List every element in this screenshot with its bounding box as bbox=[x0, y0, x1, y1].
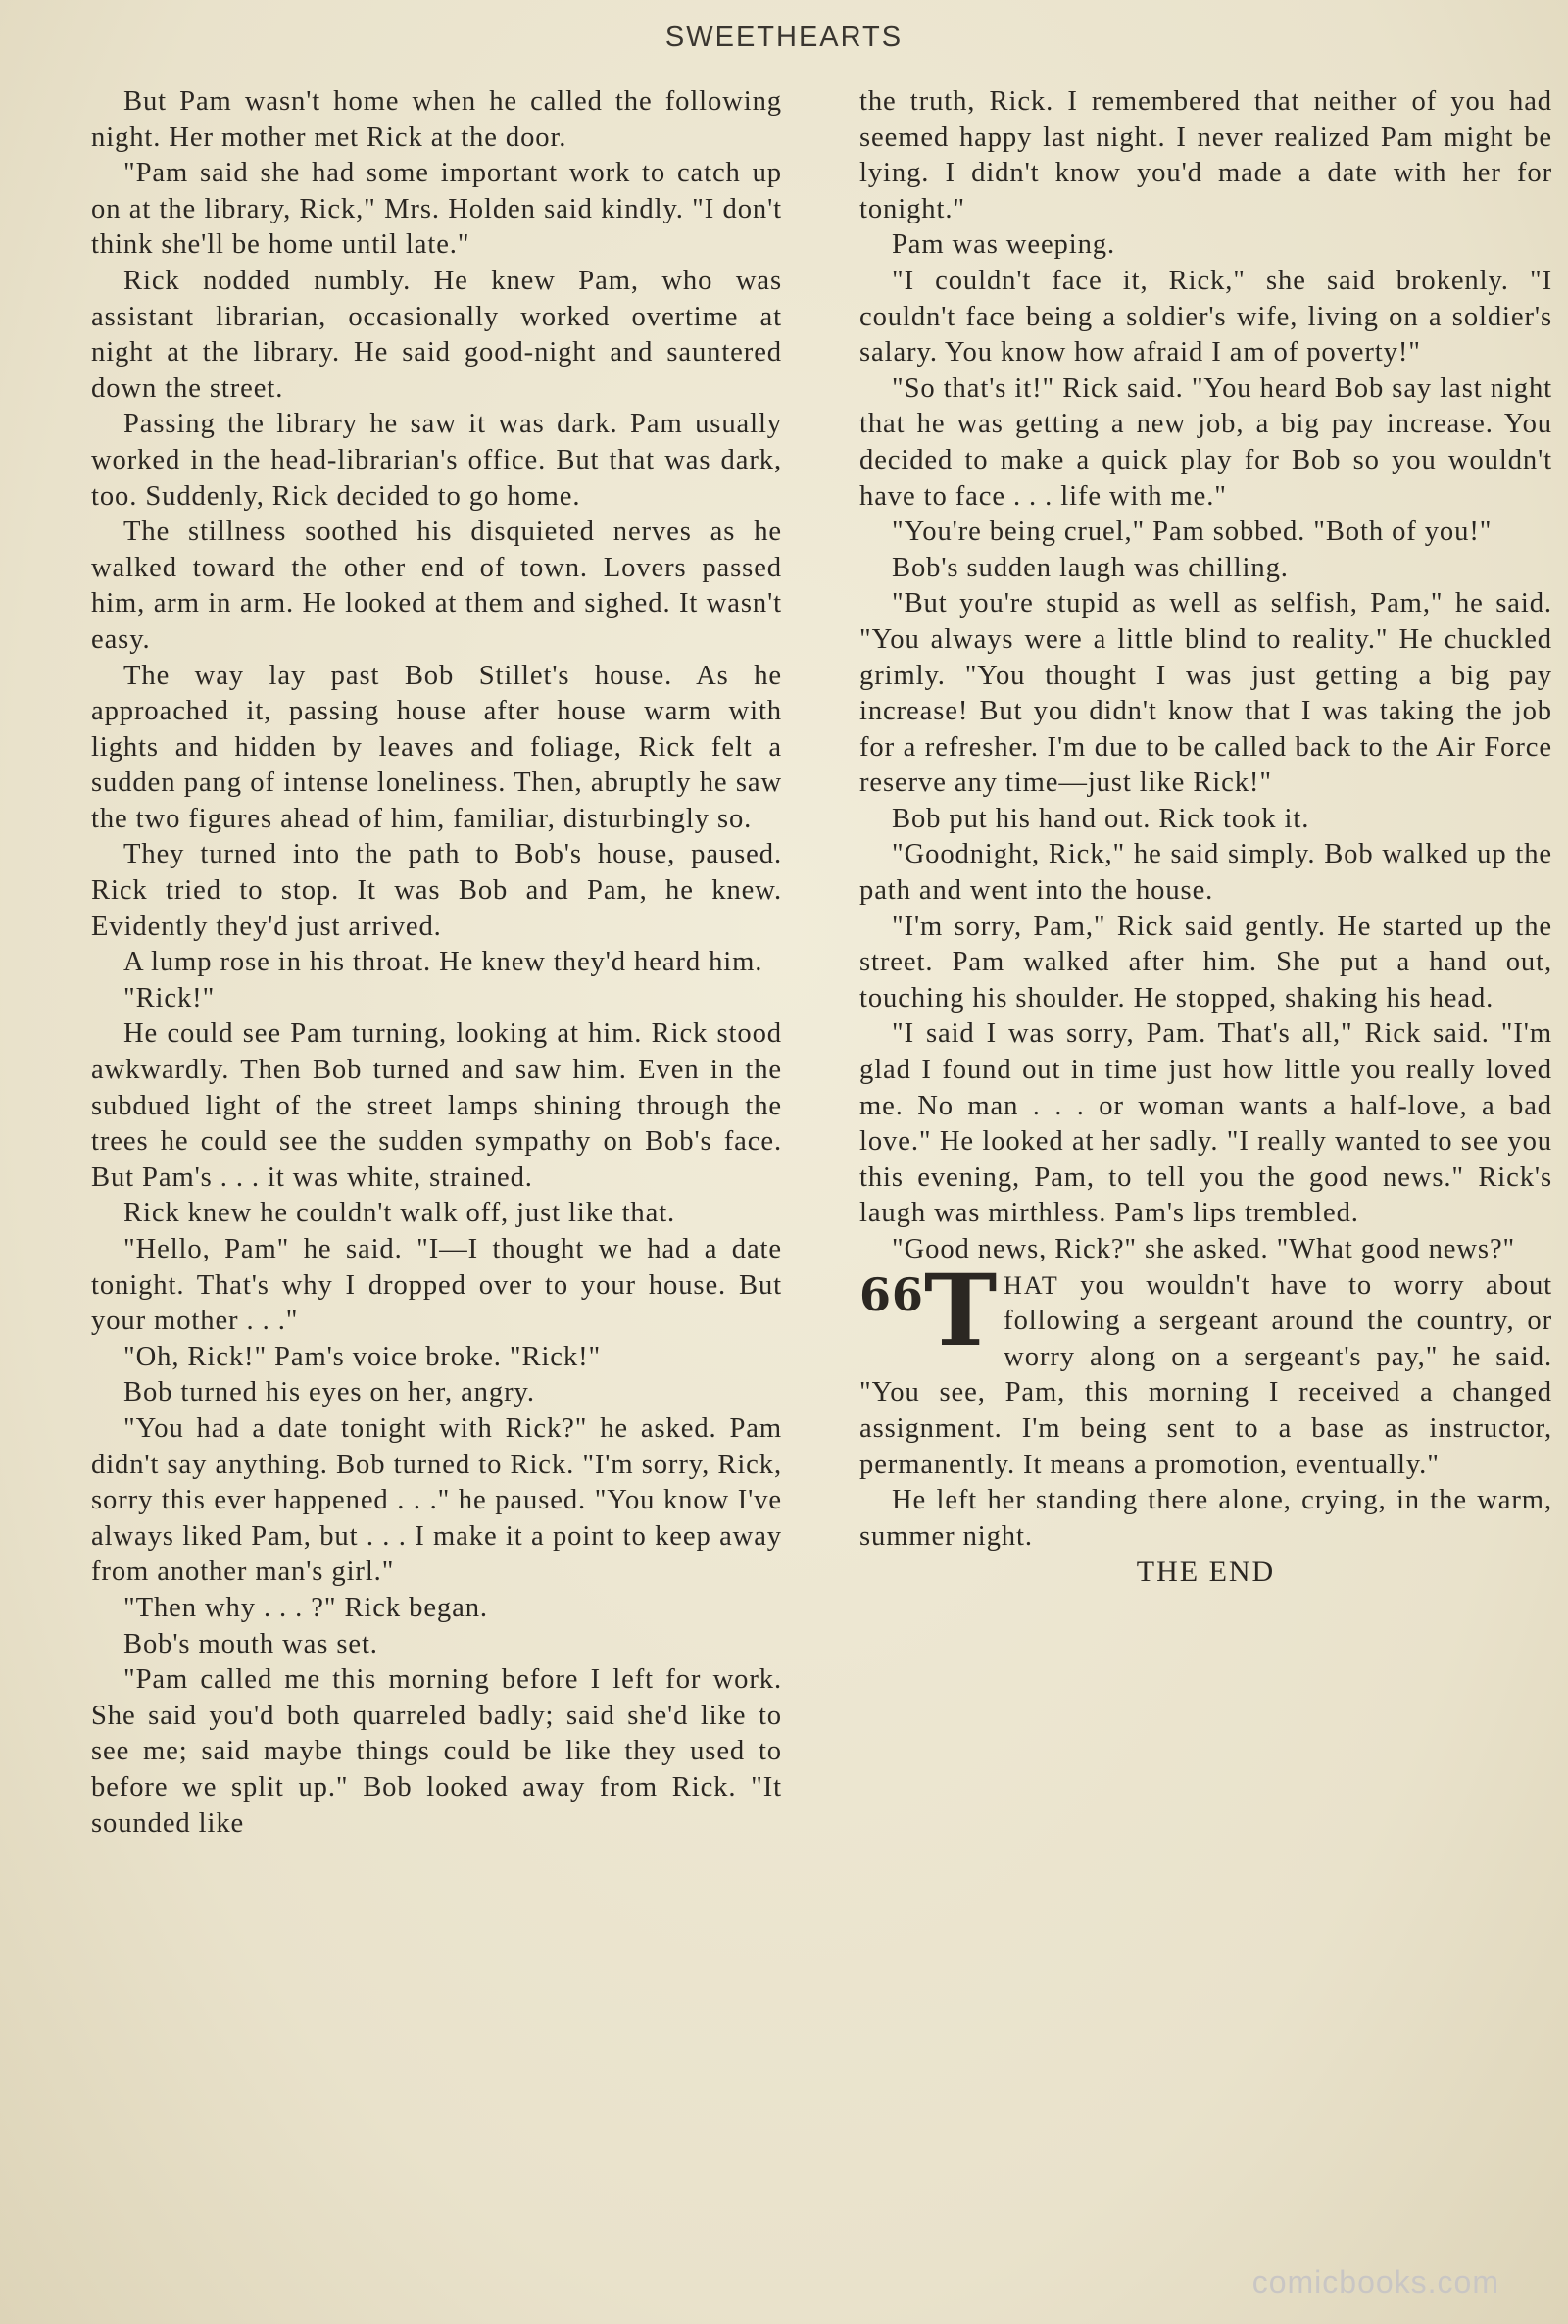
paragraph: "Rick!" bbox=[123, 982, 216, 1014]
the-end-label: THE END bbox=[1136, 1556, 1276, 1589]
paragraph: Bob put his hand out. Rick took it. bbox=[892, 803, 1310, 834]
paragraph: "I said I was sorry, Pam. That's all," Rick said. "I'm glad I found out in time just how little you really loved me. No man . . . or woman wants a half-love, a bad love." He looked at her sadly. "I really wanted to see you this evening, Pam, to tell you the good news." Rick's laugh was mirthless. Pam's lips trembled. bbox=[859, 1018, 1552, 1229]
drop-cap bbox=[859, 1252, 999, 1368]
paragraph: The way lay past Bob Stillet's house. As he approached it, passing house after house warm with lights and hidden by leaves and foliage, Rick felt a sudden pang of intense loneliness. Then, abruptly he saw the two figures ahead of him, familiar, disturbingly so. bbox=[91, 660, 782, 834]
page-header-title: SWEETHEARTS bbox=[664, 22, 904, 53]
watermark: comicbooks.com bbox=[1251, 2264, 1499, 2299]
paragraph: "Oh, Rick!" Pam's voice broke. "Rick!" bbox=[123, 1341, 602, 1372]
paragraph: "Pam said she had some important work to catch up on at the library, Rick," Mrs. Holden said kindly. "I don't think she'll be home until late." bbox=[91, 158, 782, 261]
paragraph: Bob's mouth was set. bbox=[123, 1628, 378, 1659]
story-left-column bbox=[91, 84, 782, 1842]
paragraph: The stillness soothed his disquieted nerves as he walked toward the other end of town. Lovers passed him, arm in arm. He looked at them and sighed. It wasn't easy. bbox=[91, 517, 782, 655]
paragraph: "Good news, Rick?" she asked. "What good news?" bbox=[892, 1234, 1516, 1264]
drop-cap-quote: 66 bbox=[859, 1267, 924, 1321]
paragraph: Rick nodded numbly. He knew Pam, who was assistant librarian, occasionally worked overtime at night at the library. He said good-night and sauntered down the street. bbox=[91, 265, 782, 404]
paragraph: Rick knew he couldn't walk off, just like that. bbox=[123, 1198, 676, 1229]
paragraph: "Pam called me this morning before I left for work. She said you'd both quarreled badly; said she'd like to see me; said maybe things could be like they used to before we split up." Bob looked away from Rick. "It sounded like bbox=[91, 1664, 782, 1839]
drop-cap-smallcaps: HAT bbox=[1004, 1270, 1059, 1300]
paragraph: "Hello, Pam" he said. "I—I thought we had a date tonight. That's why I dropped over to your house. But your mother . . ." bbox=[91, 1234, 782, 1337]
paragraph: He left her standing there alone, crying, in the warm, summer night. bbox=[859, 1485, 1552, 1552]
story-right-column bbox=[859, 84, 1552, 1591]
paragraph: "But you're stupid as well as selfish, Pam," he said. "You always were a little blind to reality." He chuckled grimly. "You thought I was just getting a big pay increase! But you didn't know that I was taking the job for a refresher. I'm due to be called back to the Air Force reserve any time—just like Rick!" bbox=[859, 588, 1552, 799]
drop-cap-rest: you wouldn't have to worry about following a sergeant around the country, or worry along on a sergeant's pay," he said. "You see, Pam, this morning I received a changed assignment. I'm being sent to a base as instructor, permanently. It means a promotion, eventually." bbox=[859, 1269, 1552, 1480]
paragraph: "I couldn't face it, Rick," she said brokenly. "I couldn't face being a soldier's wife, living on a soldier's salary. You know how afraid I am of poverty!" bbox=[859, 265, 1552, 369]
paragraph: "Then why . . . ?" Rick began. bbox=[123, 1592, 488, 1623]
paragraph: "You're being cruel," Pam sobbed. "Both of you!" bbox=[892, 517, 1493, 548]
dropcap-paragraph bbox=[859, 1252, 1552, 1484]
paragraph: But Pam wasn't home when he called the following night. Her mother met Rick at the door. bbox=[91, 86, 782, 153]
paragraph: They turned into the path to Bob's house, paused. Rick tried to stop. It was Bob and Pam, he knew. Evidently they'd just arrived. bbox=[91, 839, 782, 942]
paragraph: "You had a date tonight with Rick?" he asked. Pam didn't say anything. Bob turned to Rick. "I'm sorry, Rick, sorry this ever happened . . ." he paused. "You know I've always liked Pam, but . . . I make it a point to keep away from another man's girl." bbox=[91, 1412, 782, 1588]
paragraph: "I'm sorry, Pam," Rick said gently. He started up the street. Pam walked after him. She put a hand out, touching his shoulder. He stopped, shaking his head. bbox=[859, 911, 1552, 1014]
paragraph: He could see Pam turning, looking at him. Rick stood awkwardly. Then Bob turned and saw him. Even in the subdued light of the street lamps shining through the trees he could see the sudden sympathy on Bob's face. But Pam's . . . it was white, strained. bbox=[91, 1018, 782, 1193]
paragraph: Passing the library he saw it was dark. Pam usually worked in the head-librarian's office. But that was dark, too. Suddenly, Rick decided to go home. bbox=[91, 409, 782, 512]
paragraph: "So that's it!" Rick said. "You heard Bob say last night that he was getting a new job, a big pay increase. You decided to make a quick play for Bob so you wouldn't have to face . . . life with me." bbox=[859, 372, 1552, 512]
drop-cap-letter: T bbox=[923, 1252, 999, 1368]
paragraph: Bob's sudden laugh was chilling. bbox=[892, 552, 1289, 583]
paragraph: A lump rose in his throat. He knew they'd heard him. bbox=[123, 947, 763, 978]
paragraph: "Goodnight, Rick," he said simply. Bob walked up the path and went into the house. bbox=[859, 839, 1552, 907]
paragraph: Pam was weeping. bbox=[892, 229, 1116, 261]
paragraph: the truth, Rick. I remembered that neither of you had seemed happy last night. I never realized Pam might be lying. I didn't know you'd made a date with her for tonight." bbox=[859, 86, 1552, 224]
paragraph: Bob turned his eyes on her, angry. bbox=[123, 1377, 535, 1409]
